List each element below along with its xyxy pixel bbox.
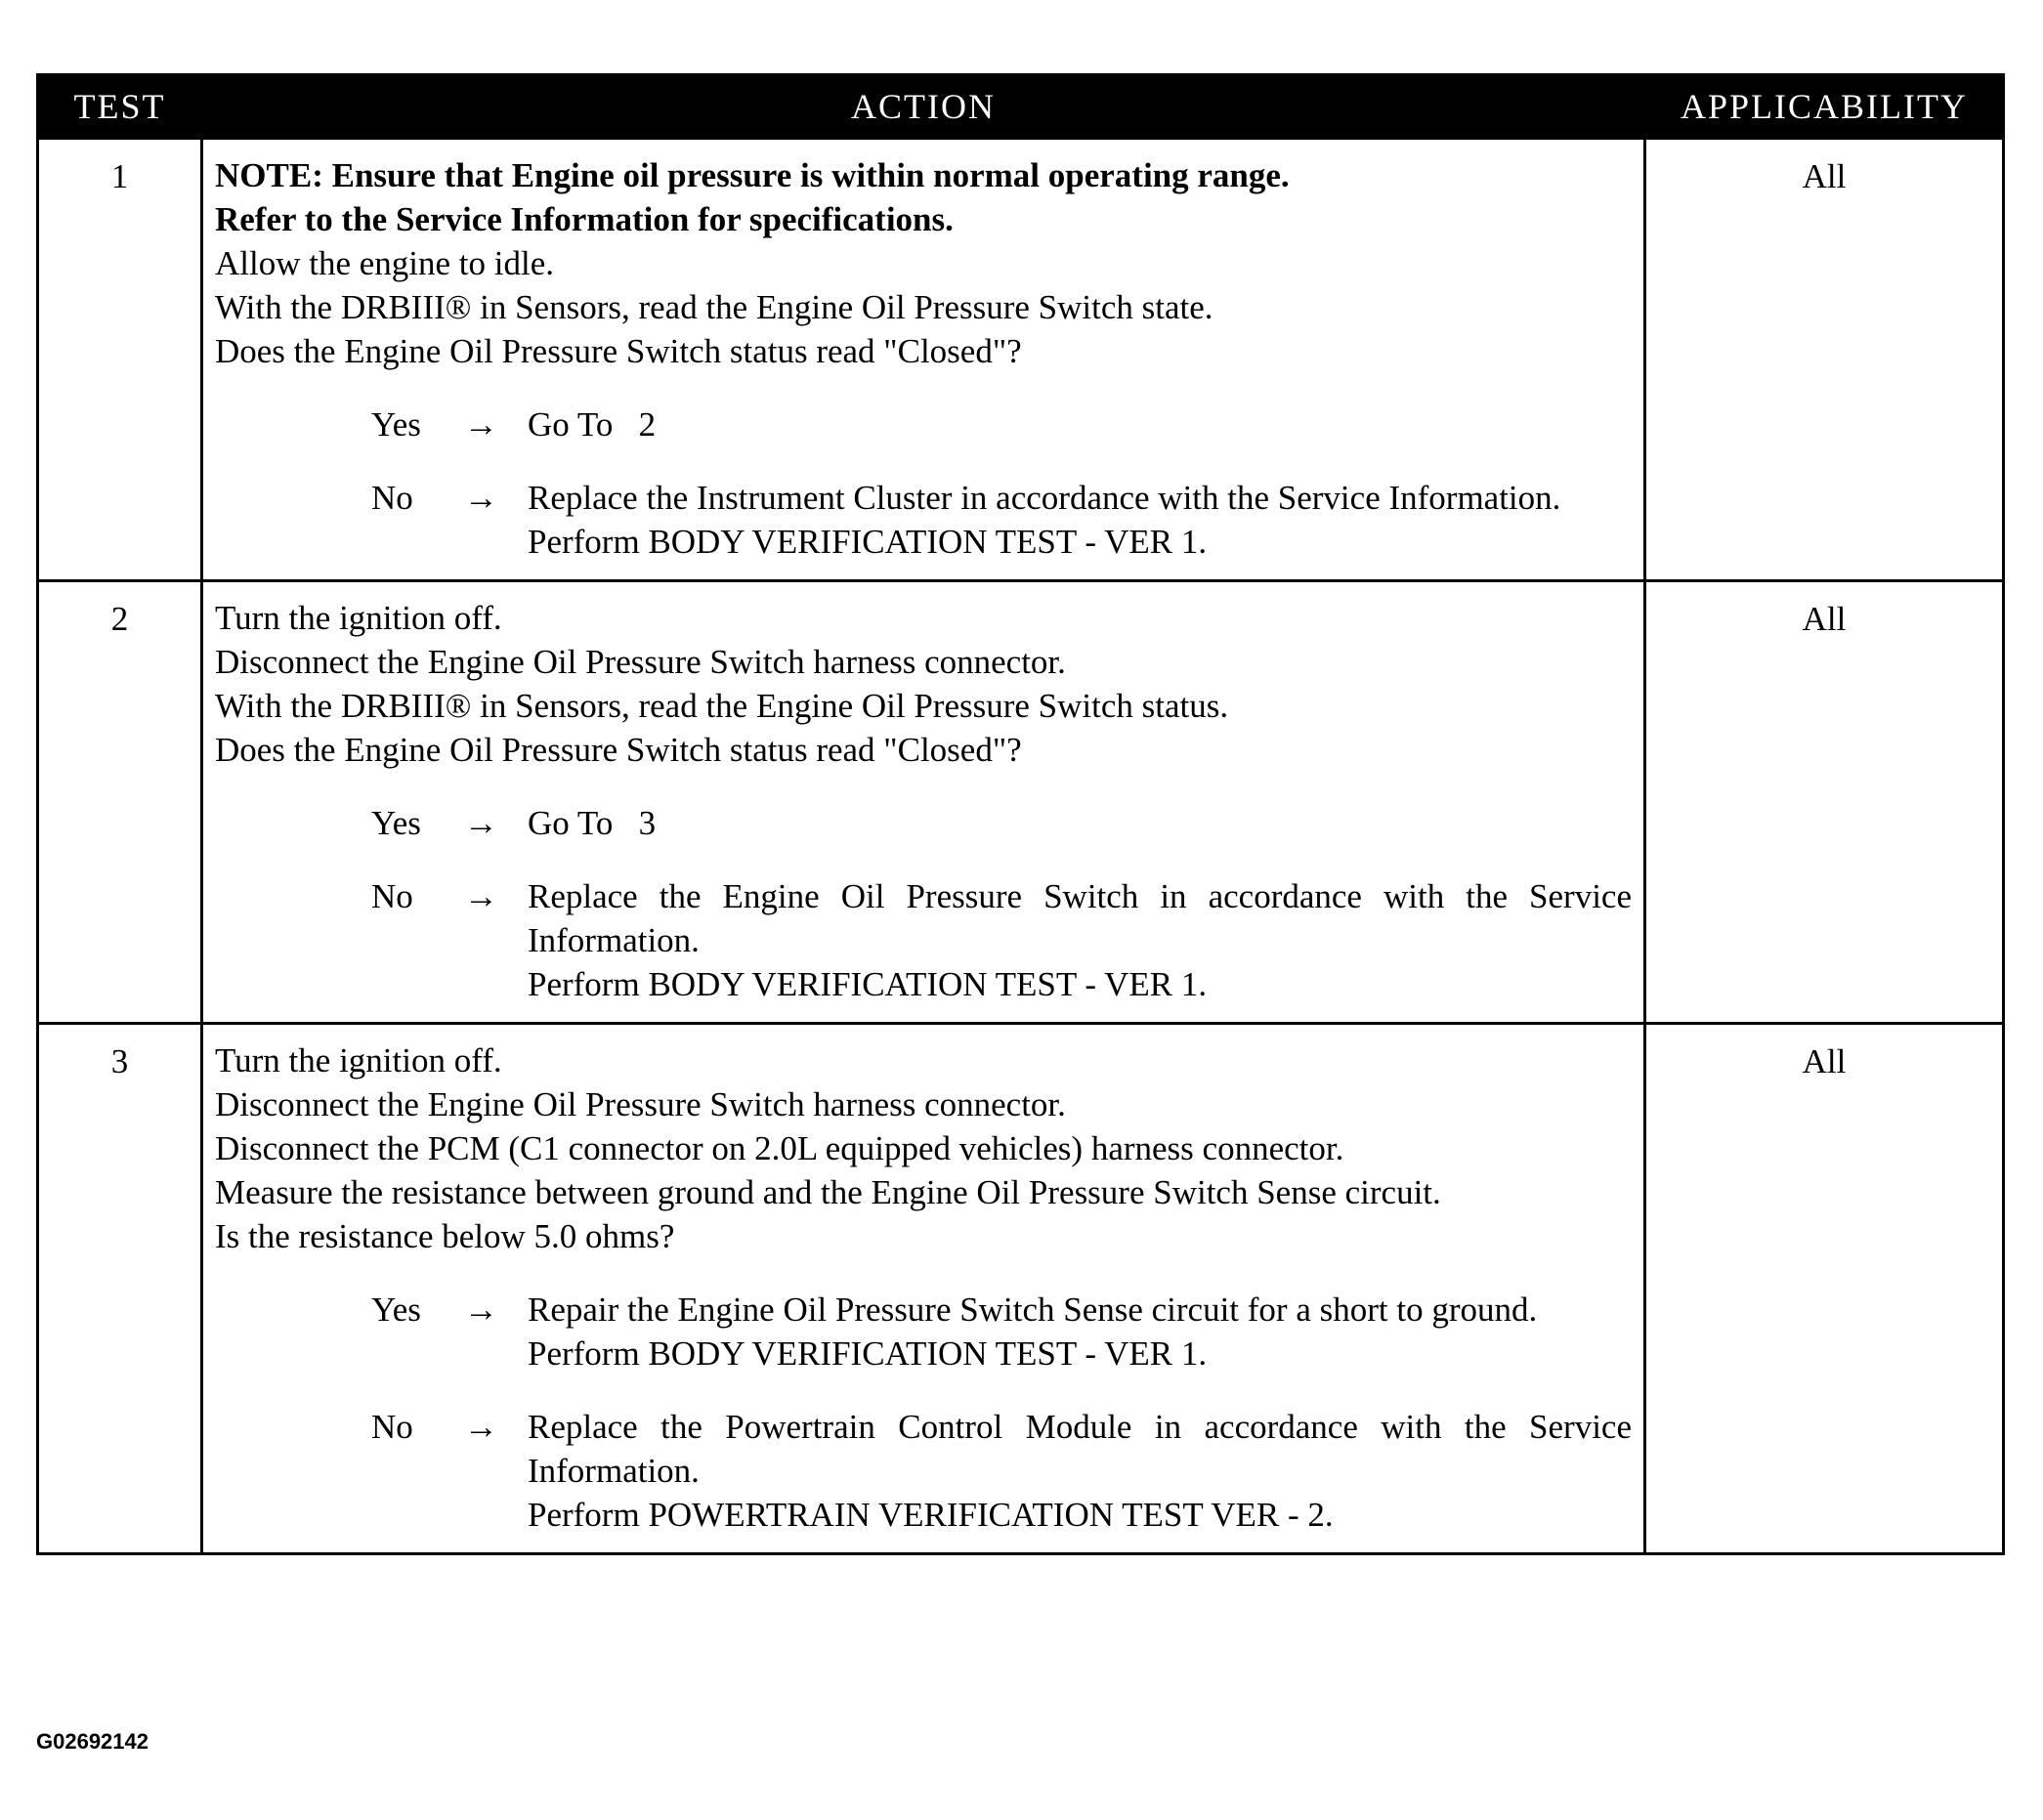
arrow-icon: → [464,1408,498,1446]
branch-result [528,1288,1632,1376]
action-cell [200,582,1646,1022]
branch-yes [371,1288,1632,1376]
applicability-value: All [1802,157,1847,195]
arrow-icon: → [464,405,498,444]
action-cell [200,140,1646,579]
branch-answer: No [371,479,413,517]
result-line: Perform BODY VERIFICATION TEST - VER 1. [528,1334,1208,1373]
branch-result [528,874,1632,1006]
result-line: Repair the Engine Oil Pressure Switch Sense circuit for a short to ground. [528,1291,1538,1329]
branch-no [371,1405,1632,1537]
arrow-icon: → [464,479,498,517]
applicability-value: All [1802,600,1847,638]
step-line: Does the Engine Oil Pressure Switch status read "Closed"? [215,332,1022,370]
step-line: Does the Engine Oil Pressure Switch status read "Closed"? [215,731,1022,769]
branch-answer: No [371,1408,413,1446]
result-line: Go To 2 [528,405,657,444]
arrow-icon: → [464,1291,498,1329]
arrow-icon: → [464,804,498,842]
applicability-value: All [1802,1042,1847,1080]
step-line: Disconnect the PCM (C1 connector on 2.0L equipped vehicles) harness connector. [215,1129,1344,1167]
test-number: 3 [110,1042,129,1080]
result-line: Replace the Engine Oil Pressure Switch in accordance with the Service Information. [528,877,1632,959]
step-line: Measure the resistance between ground and the Engine Oil Pressure Switch Sense circuit. [215,1173,1441,1211]
header-test: TEST [73,87,166,126]
note-line: Refer to the Service Information for specifications. [215,200,954,238]
step-line: Allow the engine to idle. [215,244,555,282]
step-line: Disconnect the Engine Oil Pressure Switch harness connector. [215,643,1066,681]
table-row [39,137,2002,579]
step-line: Disconnect the Engine Oil Pressure Switch harness connector. [215,1085,1066,1123]
test-number: 1 [110,157,129,195]
result-line: Go To 3 [528,804,657,842]
step-line: Is the resistance below 5.0 ohms? [215,1217,675,1255]
action-cell [200,1025,1646,1552]
branch-yes [371,801,1632,845]
header-action: ACTION [851,87,996,126]
result-line: Perform POWERTRAIN VERIFICATION TEST VER - 2. [528,1496,1334,1534]
branch-no [371,874,1632,1006]
table-row [39,1022,2002,1552]
header-applicability: APPLICABILITY [1681,87,1968,126]
step-line: Turn the ignition off. [215,1041,502,1079]
table-header [39,76,2002,137]
arrow-icon: → [464,877,498,915]
branch-result [528,476,1632,564]
branch-result [528,1405,1632,1537]
diagnostic-table [36,73,2005,1555]
result-line: Perform BODY VERIFICATION TEST - VER 1. [528,965,1208,1003]
branch-answer: Yes [371,405,421,444]
test-number: 2 [110,600,129,638]
result-line: Replace the Powertrain Control Module in accordance with the Service Information. [528,1408,1632,1490]
branch-no [371,476,1632,564]
branch-answer: No [371,877,413,915]
step-line: Turn the ignition off. [215,599,502,637]
branch-answer: Yes [371,804,421,842]
result-line: Perform BODY VERIFICATION TEST - VER 1. [528,523,1208,561]
figure-id: G02692142 [36,1729,149,1754]
step-line: With the DRBIII® in Sensors, read the Engine Oil Pressure Switch state. [215,288,1213,326]
step-line: With the DRBIII® in Sensors, read the Engine Oil Pressure Switch status. [215,687,1229,725]
branch-result [528,402,1632,446]
note-line: NOTE: Ensure that Engine oil pressure is within normal operating range. [215,156,1290,194]
branch-result [528,801,1632,845]
result-line: Replace the Instrument Cluster in accordance with the Service Information. [528,479,1561,517]
table-row [39,579,2002,1022]
branch-yes [371,402,1632,446]
branch-answer: Yes [371,1291,421,1329]
